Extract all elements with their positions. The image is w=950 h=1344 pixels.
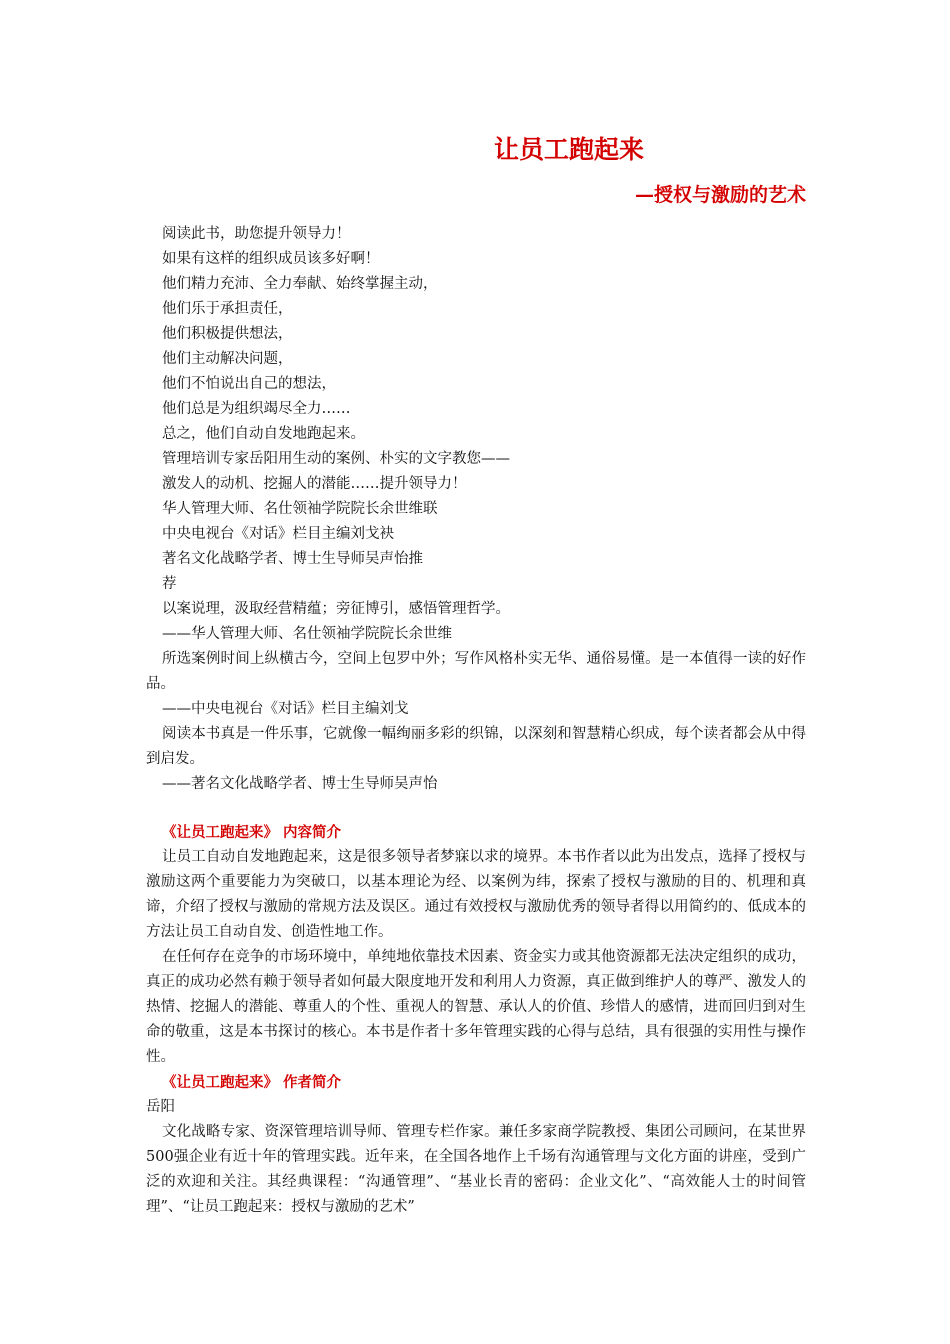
document-page — [146, 130, 806, 1220]
intro-line: 他们不怕说出自己的想法， — [162, 376, 336, 392]
recommender-line: 著名文化战略学者、博士生导师吴声怡推 — [162, 551, 423, 567]
quote-source: ——中央电视台《对话》栏目主编刘戈 — [162, 701, 409, 717]
intro-line: 总之，他们自动自发地跑起来。 — [162, 426, 365, 442]
author-heading: 《让员工跑起来》 作者简介 — [162, 1074, 342, 1091]
quotes-block — [146, 597, 806, 797]
intro-line: 他们积极提供想法， — [162, 326, 293, 342]
author-paragraph: 文化战略专家、资深管理培训导师、管理专栏作家。兼任多家商学院教授、集团公司顾问，在某世界500强企业有近十年的管理实践。近年来，在全国各地作上千场有沟通管理与文化方面的讲座，受到广泛的欢迎和关注。其经典课程：“沟通管理”、“基业长青的密码：企业文化”、“高效能人士的时间管理”、“让员工跑起来：授权与激励的艺术” — [146, 1124, 806, 1215]
section-gap — [146, 797, 806, 820]
author-name: 岳阳 — [146, 1099, 175, 1115]
quote-source: ——华人管理大师、名仕领袖学院院长余世维 — [162, 626, 452, 642]
quote-text: 所选案例时间上纵横古今，空间上包罗中外；写作风格朴实无华、通俗易懂。是一本值得一读的好作品。 — [146, 651, 806, 692]
quote-text: 阅读本书真是一件乐事，它就像一幅绚丽多彩的织锦，以深刻和智慧精心织成，每个读者都会从中得到启发。 — [146, 726, 806, 767]
author-section — [146, 1070, 806, 1220]
recommender-line-tail: 荐 — [162, 576, 177, 592]
intro-line: 他们主动解决问题， — [162, 351, 293, 367]
intro-line: 激发人的动机、挖掘人的潜能……提升领导力！ — [162, 476, 467, 492]
recommender-line: 华人管理大师、名仕领袖学院院长余世维联 — [162, 501, 438, 517]
recommender-line: 中央电视台《对话》栏目主编刘戈袂 — [162, 526, 394, 542]
intro-line: 管理培训专家岳阳用生动的案例、朴实的文字教您—— — [162, 451, 510, 467]
document-title: 让员工跑起来 — [493, 135, 644, 164]
content-summary-heading: 《让员工跑起来》 内容简介 — [162, 824, 342, 841]
intro-line: 如果有这样的组织成员该多好啊！ — [162, 251, 380, 267]
intro-line: 他们乐于承担责任， — [162, 301, 293, 317]
intro-block — [146, 222, 806, 597]
quote-text: 以案说理，汲取经营精蕴；旁征博引，感悟管理哲学。 — [162, 601, 510, 617]
document-subtitle: —授权与激励的艺术 — [634, 184, 806, 206]
intro-line: 阅读此书，助您提升领导力！ — [162, 226, 351, 242]
intro-line: 他们总是为组织竭尽全力…… — [162, 401, 351, 417]
quote-source: ——著名文化战略学者、博士生导师吴声怡 — [162, 776, 438, 792]
intro-line: 他们精力充沛、全力奉献、始终掌握主动， — [162, 276, 438, 292]
content-summary-section — [146, 820, 806, 1070]
content-paragraph: 让员工自动自发地跑起来，这是很多领导者梦寐以求的境界。本书作者以此为出发点，选择了授权与激励这两个重要能力为突破口，以基本理论为经、以案例为纬，探索了授权与激励的目的、机理和真谛，介绍了授权与激励的常规方法及误区。通过有效授权与激励优秀的领导者得以用简约的、低成本的方法让员工自动自发、创造性地工作。 — [146, 849, 806, 940]
content-paragraph: 在任何存在竞争的市场环境中，单纯地依靠技术因素、资金实力或其他资源都无法决定组织的成功，真正的成功必然有赖于领导者如何最大限度地开发和利用人力资源，真正做到维护人的尊严、激发人的热情、挖掘人的潜能、尊重人的个性、重视人的智慧、承认人的价值、珍惜人的感情，进而回归到对生命的敬重，这是本书探讨的核心。本书是作者十多年管理实践的心得与总结，具有很强的实用性与操作性。 — [146, 949, 806, 1065]
